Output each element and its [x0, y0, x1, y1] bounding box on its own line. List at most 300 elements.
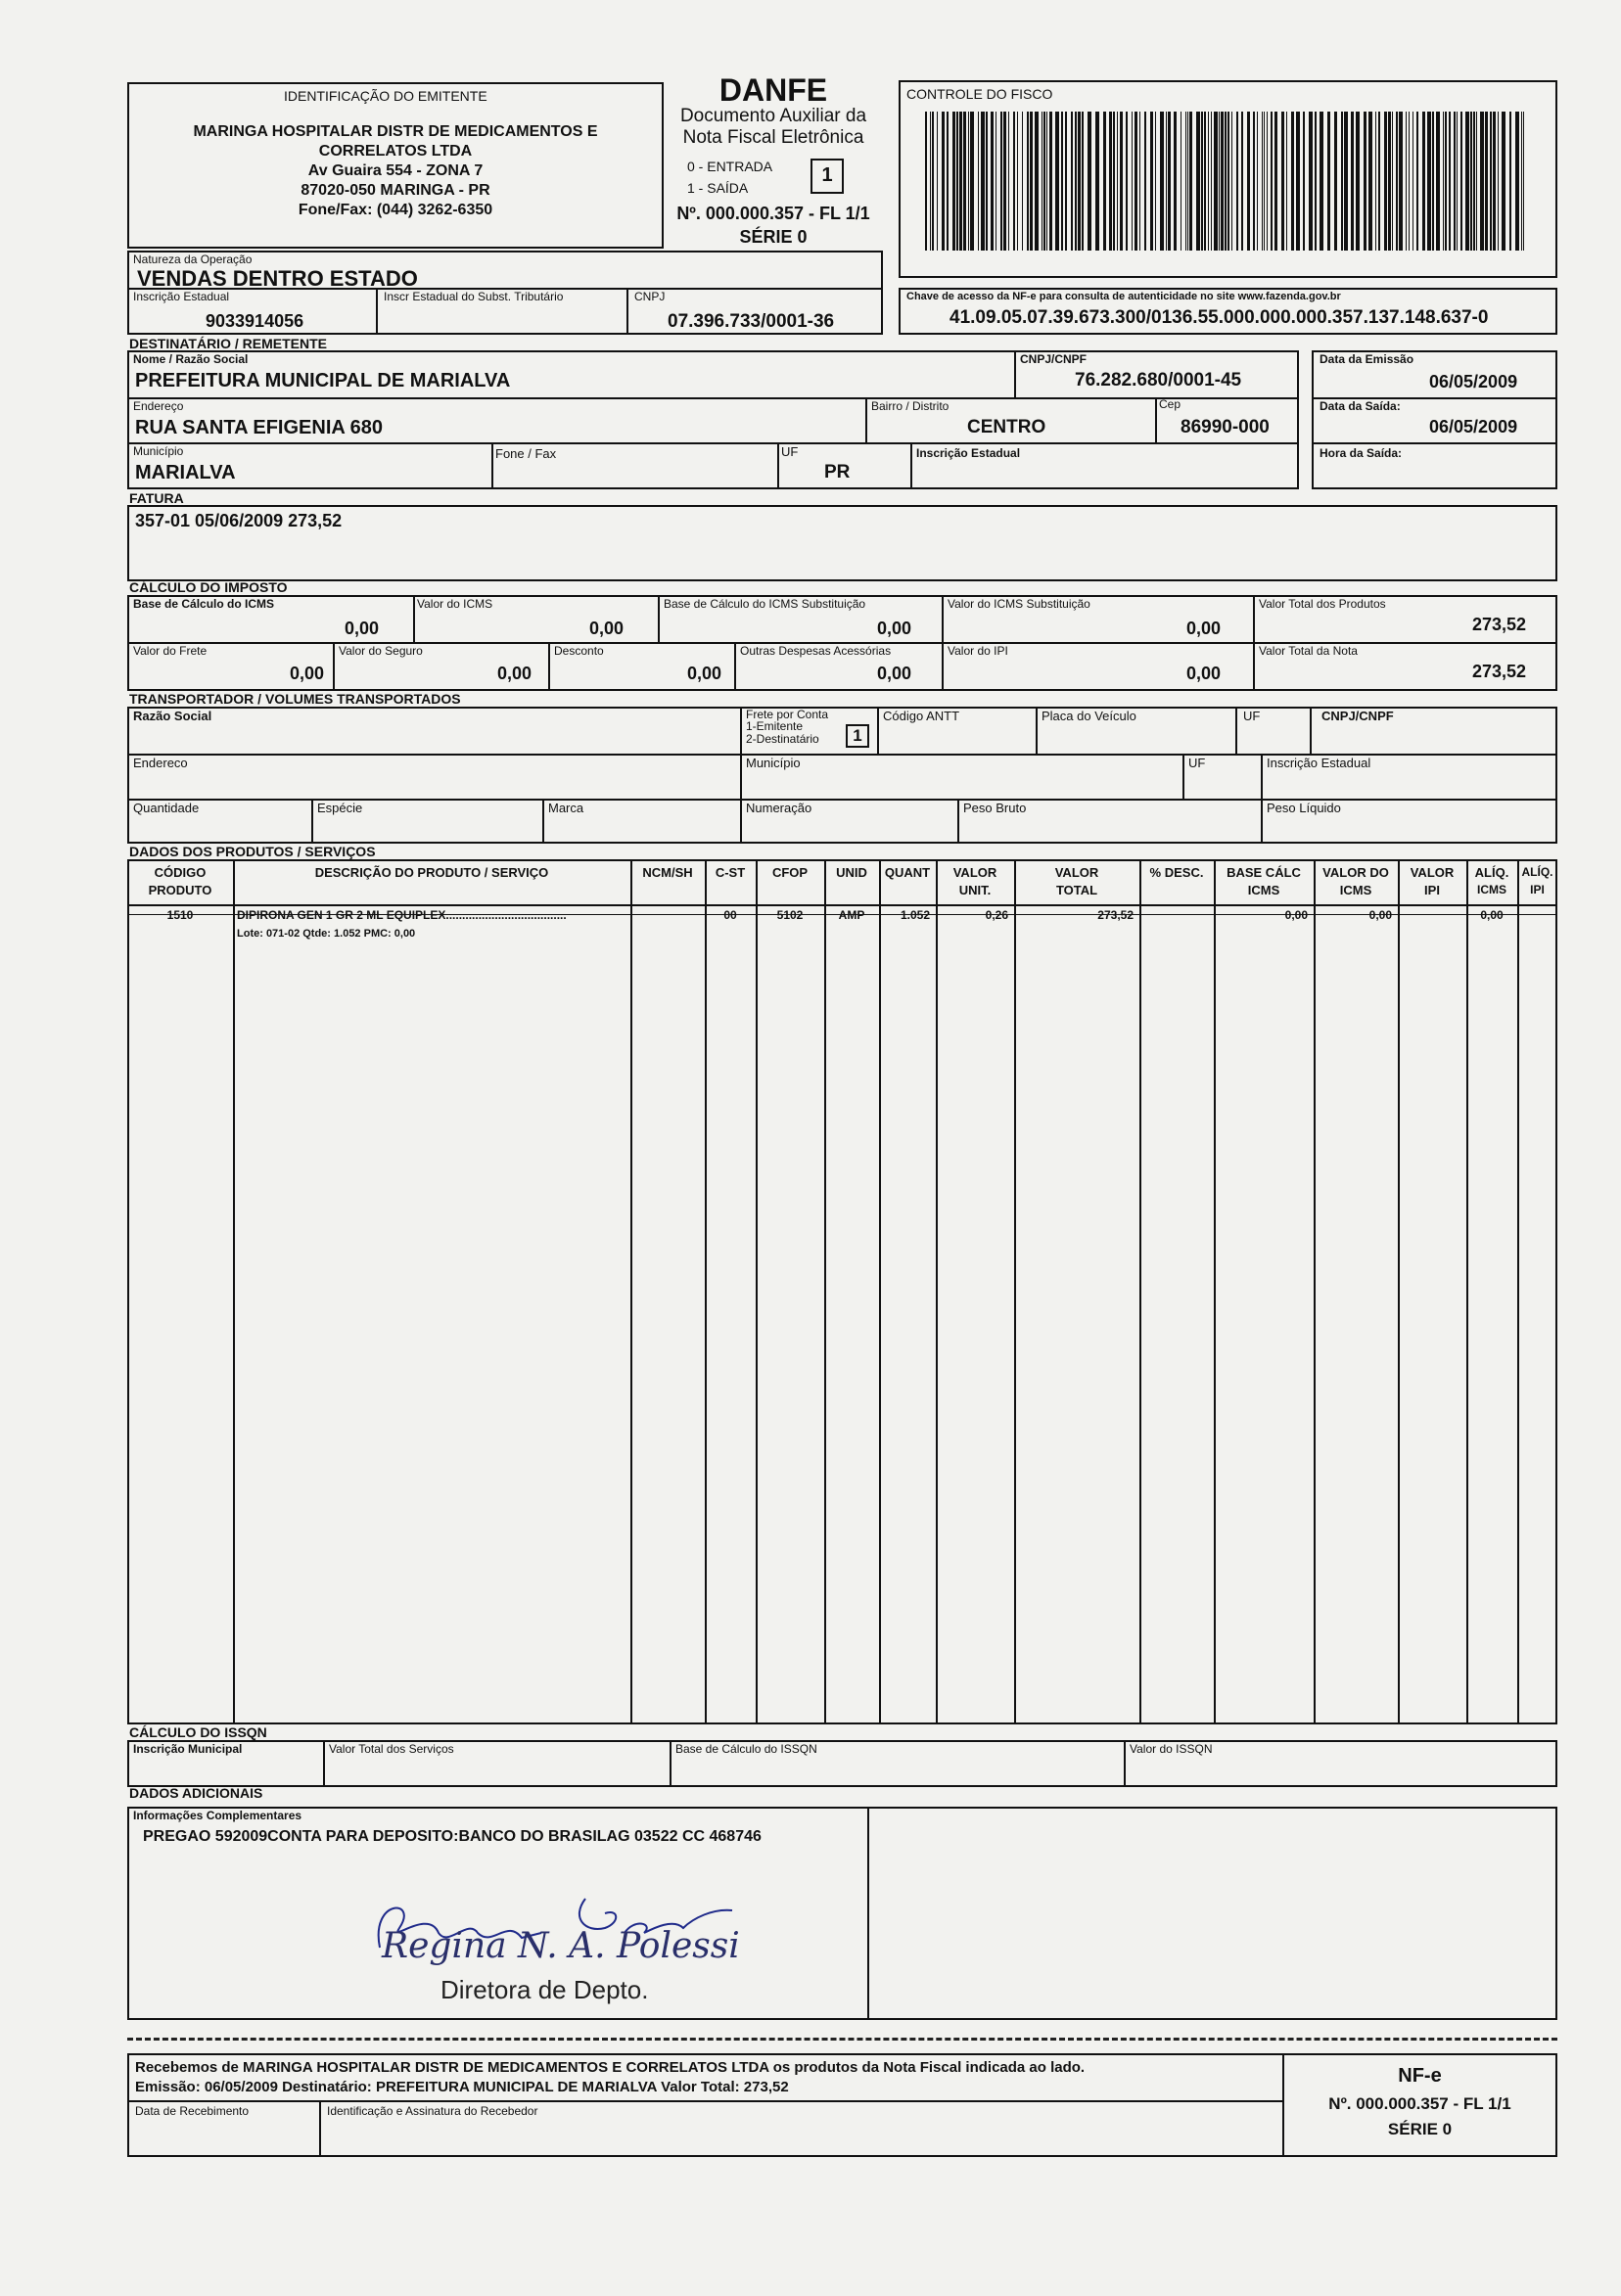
th-aipi-2: IPI: [1530, 883, 1545, 896]
total-nota: 273,52: [1472, 662, 1527, 681]
item-vicms: 0,00: [1368, 908, 1392, 922]
col-div-7: [936, 859, 938, 1724]
item-base: 0,00: [1284, 908, 1308, 922]
transp-endereco-label: Endereco: [133, 756, 188, 770]
seguro-label: Valor do Seguro: [339, 644, 423, 658]
transp-razao-label: Razão Social: [133, 709, 212, 723]
barcode-bar: [1000, 112, 1002, 251]
barcode-bar: [1396, 112, 1398, 251]
th-vtotal-2: TOTAL: [1055, 883, 1098, 897]
barcode-bar: [942, 112, 945, 251]
barcode-bar: [1480, 112, 1484, 251]
base-icms-label: Base de Cálculo do ICMS: [133, 597, 275, 611]
transp-div-9: [542, 799, 544, 844]
th-cst: C-ST: [715, 865, 746, 880]
outras: 0,00: [877, 664, 912, 683]
barcode-bar: [1120, 112, 1123, 251]
col-div-11: [1314, 859, 1316, 1724]
barcode-bar: [937, 112, 938, 251]
barcode-bar: [1341, 112, 1343, 251]
barcode-bar: [959, 112, 962, 251]
imp-div-5: [333, 642, 335, 691]
dest-bairro: CENTRO: [967, 417, 1046, 437]
produtos-section: DADOS DOS PRODUTOS / SERVIÇOS: [129, 844, 376, 859]
item-lote: Lote: 071-02 Qtde: 1.052 PMC: 0,00: [237, 928, 416, 940]
barcode-bar: [1465, 112, 1469, 251]
assinatura-label: Identificação e Assinatura do Recebedor: [327, 2104, 538, 2118]
danfe-subtitle-1: Documento Auxiliar da: [679, 106, 867, 126]
barcode-bar: [1095, 112, 1099, 251]
barcode-bar: [952, 112, 955, 251]
base-st-label: Base de Cálculo do ICMS Substituição: [664, 597, 866, 611]
barcode-bar: [1150, 112, 1153, 251]
issqn-div-3: [1124, 1740, 1126, 1787]
barcode-bar: [968, 112, 969, 251]
frete: 0,00: [290, 664, 325, 683]
numeracao-label: Numeração: [746, 801, 812, 815]
transp-div-8: [311, 799, 313, 844]
barcode-bar: [1065, 112, 1067, 251]
barcode-bar: [1399, 112, 1403, 251]
dest-div-cnpj: [1014, 350, 1016, 397]
transp-municipio-label: Município: [746, 756, 801, 770]
cut-line: [127, 2038, 1557, 2041]
barcode-bar: [1144, 112, 1146, 251]
saida-label: Data da Saída:: [1320, 399, 1401, 413]
imp-div-4: [1253, 595, 1255, 691]
col-div-1: [233, 859, 235, 1724]
th-vicms-2: ICMS: [1339, 883, 1372, 897]
info-text: PREGAO 592009CONTA PARA DEPOSITO:BANCO DO BRASILAG 03522 CC 468746: [143, 1828, 762, 1845]
barcode-bar: [1392, 112, 1393, 251]
danfe-entrada: 0 - ENTRADA: [687, 159, 773, 174]
th-aicms-1: ALÍQ.: [1474, 865, 1509, 880]
imp-div-6: [548, 642, 550, 691]
th-codigo-2: PRODUTO: [148, 883, 212, 897]
barcode-bar: [1126, 112, 1128, 251]
barcode-bar: [1003, 112, 1006, 251]
item-descricao: DIPIRONA GEN 1 GR 2 ML EQUIPLEX.....................................: [237, 908, 567, 922]
barcode-bar: [1211, 112, 1212, 251]
barcode-bar: [1388, 112, 1391, 251]
marca-label: Marca: [548, 801, 584, 815]
transp-uf2-label: UF: [1188, 756, 1206, 770]
cnpj-value: 07.396.733/0001-36: [668, 311, 835, 332]
barcode-bar: [1281, 112, 1284, 251]
dest-endereco: RUA SANTA EFIGENIA 680: [135, 417, 383, 438]
cnpj-label: CNPJ: [634, 290, 666, 303]
barcode-bar: [1109, 112, 1112, 251]
barcode-bar: [1436, 112, 1440, 251]
frete-label: Valor do Frete: [133, 644, 208, 658]
barcode-bar: [1196, 112, 1200, 251]
barcode-bar: [986, 112, 988, 251]
barcode-bar: [1071, 112, 1073, 251]
item-quant: 1.052: [900, 908, 930, 922]
ie-divider-1: [376, 288, 378, 335]
barcode-bar: [1227, 112, 1229, 251]
th-quant: QUANT: [884, 865, 931, 880]
th-desc: % DESC.: [1149, 865, 1204, 880]
barcode-bar: [1103, 112, 1106, 251]
signature-title: Diretora de Depto.: [440, 1975, 649, 2004]
barcode-bar: [1155, 112, 1156, 251]
col-div-10: [1214, 859, 1216, 1724]
danfe-subtitle-2: Nota Fiscal Eletrônica: [682, 127, 864, 148]
total-nota-label: Valor Total da Nota: [1259, 644, 1358, 658]
ipi: 0,00: [1186, 664, 1222, 683]
barcode-bar: [1457, 112, 1458, 251]
desconto: 0,00: [687, 664, 722, 683]
dest-cep: 86990-000: [1181, 417, 1270, 437]
adicionais-divider: [867, 1807, 869, 2020]
barcode-bar: [1185, 112, 1186, 251]
th-unid: UNID: [836, 865, 867, 880]
issqn-im-label: Inscrição Municipal: [133, 1742, 243, 1756]
canhoto-numero: Nº. 000.000.357 - FL 1/1: [1328, 2094, 1511, 2113]
emitente-phone: Fone/Fax: (044) 3262-6350: [298, 202, 493, 218]
barcode-bar: [956, 112, 958, 251]
barcode-bar: [1236, 112, 1238, 251]
barcode-bar: [1082, 112, 1084, 251]
danfe-title: DANFE: [718, 72, 828, 108]
barcode-bar: [1344, 112, 1348, 251]
barcode-bar: [1043, 112, 1045, 251]
barcode-bar: [1523, 112, 1524, 251]
barcode-bar: [1416, 112, 1418, 251]
dest-municipio-label: Município: [133, 444, 184, 458]
barcode-bar: [1201, 112, 1203, 251]
barcode-bar: [1427, 112, 1431, 251]
barcode-bar: [1422, 112, 1425, 251]
emitente-city: 87020-050 MARINGA - PR: [301, 182, 490, 199]
emissao-value: 06/05/2009: [1429, 372, 1518, 391]
barcode-bar: [1225, 112, 1227, 251]
barcode-bar: [1368, 112, 1372, 251]
th-aipi-1: ALÍQ.: [1521, 865, 1553, 879]
issqn-div-2: [670, 1740, 672, 1787]
transp-div-5: [1310, 707, 1312, 754]
dest-fone-label: Fone / Fax: [495, 446, 557, 461]
dest-div-fone: [491, 442, 493, 489]
barcode-bar: [1443, 112, 1444, 251]
natureza-label: Natureza da Operação: [133, 253, 253, 266]
barcode-bar: [925, 112, 927, 251]
transp-uf-label: UF: [1243, 709, 1261, 723]
barcode-bar: [1460, 112, 1462, 251]
barcode-bar: [1473, 112, 1475, 251]
dest-endereco-label: Endereço: [133, 399, 184, 413]
issqn-base-label: Base de Cálculo do ISSQN: [675, 1742, 817, 1756]
barcode-bar: [1384, 112, 1387, 251]
transportador-box: [127, 707, 1557, 844]
barcode-bar: [1027, 112, 1029, 251]
barcode-bar: [970, 112, 974, 251]
imp-div-7: [734, 642, 736, 691]
canhoto-line1: Recebemos de MARINGA HOSPITALAR DISTR DE MEDICAMENTOS E CORRELATOS LTDA os produtos da Nota Fiscal indicada ao lado.: [135, 2059, 1086, 2076]
barcode-bar: [1017, 112, 1018, 251]
imp-div-3: [942, 595, 944, 691]
barcode-bar: [1030, 112, 1033, 251]
barcode-bar: [1485, 112, 1488, 251]
ie-divider-2: [626, 288, 628, 335]
valor-st-label: Valor do ICMS Substituição: [948, 597, 1090, 611]
adicionais-section: DADOS ADICIONAIS: [129, 1785, 263, 1801]
transp-div-6: [1182, 754, 1184, 799]
canhoto-line: [127, 2100, 1282, 2102]
barcode-bar: [1502, 112, 1505, 251]
barcode-bar: [1055, 112, 1059, 251]
item-codigo: 1510: [166, 908, 194, 922]
col-div-6: [879, 859, 881, 1724]
transp-div-3: [1036, 707, 1038, 754]
th-codigo-1: CÓDIGO: [154, 865, 207, 880]
issqn-servicos-label: Valor Total dos Serviços: [329, 1742, 454, 1756]
ie-label: Inscrição Estadual: [133, 290, 230, 303]
dest-nome-label: Nome / Razão Social: [133, 352, 249, 366]
col-div-5: [824, 859, 826, 1724]
dest-ie-label: Inscrição Estadual: [916, 446, 1021, 460]
th-base-2: ICMS: [1247, 883, 1280, 897]
danfe-saida: 1 - SAÍDA: [687, 180, 749, 196]
barcode-bar: [1286, 112, 1287, 251]
ie-st-label: Inscr Estadual do Subst. Tributário: [384, 290, 564, 303]
col-div-12: [1398, 859, 1400, 1724]
dest-div-bairro: [865, 397, 867, 442]
canhoto-div-2: [319, 2100, 321, 2157]
hora-saida-label: Hora da Saída:: [1320, 446, 1403, 460]
barcode-bar: [1166, 112, 1167, 251]
controle-label: CONTROLE DO FISCO: [906, 86, 1053, 102]
dest-uf: PR: [824, 462, 851, 482]
barcode-bar: [1008, 112, 1009, 251]
barcode-bar: [1509, 112, 1511, 251]
barcode-bar: [1189, 112, 1192, 251]
barcode-bar: [1262, 112, 1263, 251]
frete-conta-l2: 1-Emitente: [746, 719, 804, 733]
barcode-bar: [1075, 112, 1077, 251]
barcode-bar: [1168, 112, 1171, 251]
outras-label: Outras Despesas Acessórias: [740, 644, 892, 658]
saida-value: 06/05/2009: [1429, 417, 1518, 436]
dest-cnpj-label: CNPJ/CNPF: [1020, 352, 1088, 366]
transp-div-7: [1261, 754, 1263, 844]
barcode-bar: [1022, 112, 1023, 251]
col-div-13: [1466, 859, 1468, 1724]
barcode-bar: [1174, 112, 1177, 251]
total-prod-label: Valor Total dos Produtos: [1259, 597, 1386, 611]
barcode-bar: [1291, 112, 1294, 251]
barcode-bar: [1470, 112, 1472, 251]
th-vtotal-1: VALOR: [1054, 865, 1099, 880]
transp-div-4: [1235, 707, 1237, 754]
antt-label: Código ANTT: [883, 709, 960, 723]
barcode-bar: [1454, 112, 1456, 251]
barcode-bar: [1303, 112, 1305, 251]
col-div-14: [1517, 859, 1519, 1724]
barcode-bar: [981, 112, 985, 251]
emitente-name-2: CORRELATOS LTDA: [318, 143, 473, 160]
frete-conta-l3: 2-Destinatário: [746, 732, 819, 746]
item-vtotal: 273,52: [1097, 908, 1134, 922]
signature-name: Regina N. A. Polessi: [382, 1926, 740, 1966]
th-vunit-2: UNIT.: [958, 883, 992, 897]
barcode-bar: [1364, 112, 1366, 251]
barcode-bar: [1515, 112, 1519, 251]
barcode-bar: [1445, 112, 1447, 251]
valor-icms-label: Valor do ICMS: [417, 597, 493, 611]
th-vipi-2: IPI: [1424, 883, 1440, 897]
info-label: Informações Complementares: [133, 1809, 302, 1822]
barcode-bar: [1231, 112, 1232, 251]
barcode-bar: [1135, 112, 1137, 251]
peso-bruto-label: Peso Bruto: [963, 801, 1027, 815]
barcode-bar: [1061, 112, 1063, 251]
emitente-address: Av Guaira 554 - ZONA 7: [307, 162, 484, 179]
datas-line-2: [1312, 442, 1557, 444]
item-cfop: 5102: [776, 908, 804, 922]
barcode-bar: [1253, 112, 1255, 251]
barcode-bar: [1013, 112, 1015, 251]
barcode-bar: [1521, 112, 1522, 251]
barcode-bar: [1409, 112, 1410, 251]
base-st: 0,00: [877, 619, 912, 638]
barcode-bar: [1078, 112, 1081, 251]
canhoto-serie: SÉRIE 0: [1387, 2120, 1453, 2138]
barcode-bar: [1498, 112, 1499, 251]
data-recebimento-label: Data de Recebimento: [135, 2104, 250, 2118]
th-aicms-2: ICMS: [1477, 883, 1506, 896]
valor-icms: 0,00: [589, 619, 625, 638]
barcode-bar: [1117, 112, 1118, 251]
barcode-bar: [1267, 112, 1268, 251]
th-ncm: NCM/SH: [642, 865, 693, 880]
dest-row-line-1: [127, 397, 1299, 399]
dest-nome: PREFEITURA MUNICIPAL DE MARIALVA: [135, 370, 511, 391]
transp-ie-label: Inscrição Estadual: [1267, 756, 1371, 770]
barcode-bar: [1274, 112, 1277, 251]
total-prod: 273,52: [1472, 615, 1527, 634]
th-cfop: CFOP: [771, 865, 809, 880]
emitente-name-1: MARINGA HOSPITALAR DISTR DE MEDICAMENTOS E: [193, 123, 598, 140]
placa-label: Placa do Veículo: [1042, 709, 1136, 723]
ie-value: 9033914056: [206, 311, 304, 331]
transp-div-2: [877, 707, 879, 754]
dest-bairro-label: Bairro / Distrito: [871, 399, 949, 413]
barcode-bar: [1309, 112, 1313, 251]
barcode-bar: [1160, 112, 1164, 251]
th-vicms-1: VALOR DO: [1322, 865, 1389, 880]
barcode-bar: [947, 112, 949, 251]
barcode-bar: [1406, 112, 1407, 251]
fatura-text: 357-01 05/06/2009 273,52: [135, 511, 343, 530]
dest-div-uf: [777, 442, 779, 489]
barcode-bar: [1476, 112, 1477, 251]
destinatario-section: DESTINATÁRIO / REMETENTE: [129, 336, 327, 351]
col-div-9: [1139, 859, 1141, 1724]
valor-st: 0,00: [1186, 619, 1222, 638]
seguro: 0,00: [497, 664, 533, 683]
th-base-1: BASE CÁLC: [1227, 865, 1301, 880]
dest-div-ie: [910, 442, 912, 489]
barcode-bar: [1049, 112, 1052, 251]
frete-conta: 1: [853, 726, 862, 745]
barcode-image: [925, 112, 1532, 251]
danfe-numero: Nº. 000.000.357 - FL 1/1: [676, 204, 870, 223]
barcode-bar: [1320, 112, 1323, 251]
barcode-bar: [1208, 112, 1209, 251]
table-row: [127, 906, 1557, 945]
barcode-bar: [1334, 112, 1337, 251]
transp-cnpj-label: CNPJ/CNPF: [1321, 709, 1394, 723]
barcode-bar: [932, 112, 934, 251]
barcode-bar: [1315, 112, 1317, 251]
transportador-section: TRANSPORTADOR / VOLUMES TRANSPORTADOS: [129, 691, 461, 707]
barcode-bar: [978, 112, 979, 251]
transp-div-1: [740, 707, 742, 844]
col-div-8: [1014, 859, 1016, 1724]
natureza-value: VENDAS DENTRO ESTADO: [137, 266, 418, 291]
barcode-bar: [1257, 112, 1258, 251]
barcode-bar: [1214, 112, 1218, 251]
imp-div-2: [658, 595, 660, 642]
barcode-bar: [963, 112, 966, 251]
barcode-bar: [1035, 112, 1039, 251]
barcode-bar: [1264, 112, 1265, 251]
item-cst: 00: [723, 908, 737, 922]
quantidade-label: Quantidade: [133, 801, 200, 815]
barcode-bar: [1247, 112, 1250, 251]
dest-cnpj: 76.282.680/0001-45: [1075, 370, 1242, 390]
emitente-label: IDENTIFICAÇÃO DO EMITENTE: [284, 88, 487, 104]
barcode-bar: [1271, 112, 1273, 251]
barcode-bar: [1378, 112, 1380, 251]
frete-conta-l1: Frete por Conta: [746, 708, 829, 721]
danfe-tipo: 1: [821, 164, 833, 186]
imp-div-1: [413, 595, 415, 642]
barcode-bar: [1088, 112, 1091, 251]
barcode-bar: [1296, 112, 1300, 251]
barcode-bar: [991, 112, 994, 251]
dest-municipio: MARIALVA: [135, 462, 236, 483]
desconto-label: Desconto: [554, 644, 604, 658]
barcode-bar: [1327, 112, 1330, 251]
item-unid: AMP: [838, 908, 865, 922]
th-descricao: DESCRIÇÃO DO PRODUTO / SERVIÇO: [314, 865, 549, 880]
barcode-bar: [1356, 112, 1360, 251]
barcode-bar: [1139, 112, 1140, 251]
barcode-bar: [1204, 112, 1206, 251]
dest-uf-label: UF: [781, 444, 799, 459]
barcode-bar: [1449, 112, 1451, 251]
issqn-valor-label: Valor do ISSQN: [1130, 1742, 1213, 1756]
especie-label: Espécie: [317, 801, 363, 815]
barcode-bar: [1113, 112, 1115, 251]
barcode-bar: [1221, 112, 1224, 251]
barcode-bar: [1132, 112, 1133, 251]
chave-value: 41.09.05.07.39.673.300/0136.55.000.000.000.357.137.148.637-0: [949, 307, 1489, 328]
item-vunit: 0,26: [985, 908, 1008, 922]
fatura-section: FATURA: [129, 490, 184, 506]
item-aicms: 0,00: [1480, 908, 1504, 922]
base-icms: 0,00: [345, 619, 380, 638]
barcode-bar: [930, 112, 931, 251]
issqn-div-1: [323, 1740, 325, 1787]
barcode-bar: [1432, 112, 1434, 251]
th-vunit-1: VALOR: [952, 865, 997, 880]
barcode-bar: [1046, 112, 1047, 251]
barcode-bar: [1375, 112, 1376, 251]
